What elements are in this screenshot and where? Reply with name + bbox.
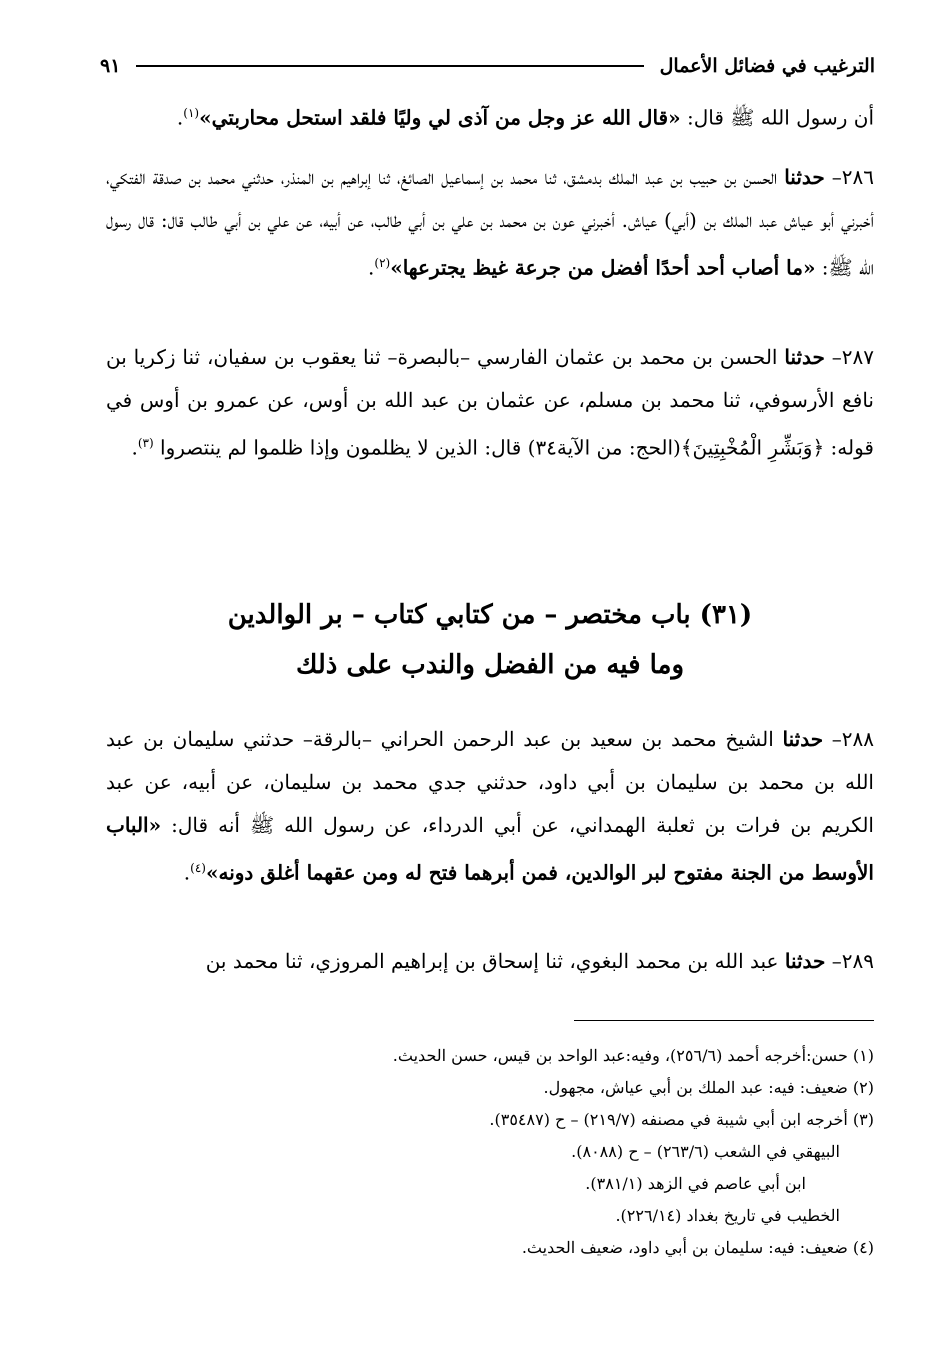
footnote-4: (٤) ضعيف: فيه: سليمان بن أبي داود، ضعيف الحديث. [521,1238,874,1257]
paragraph-end: . [183,860,191,885]
hadith-lead: حدثنا [784,949,826,973]
hadith-lead: حدثنا [784,165,825,189]
footnote-divider [574,1020,874,1021]
footnote-ref: (٤) [190,861,206,875]
paragraph-continuation [106,92,874,140]
hadith-text: الحسن بن محمد بن عثمان الفارسي –بالبصرة– ثنا يعقوب بن سفيان، ثنا زكريا بن نافع الأرسوفي، ثنا محمد بن مسلم، عن عثمان بن عبد الله بن أوس، عن عمرو بن أوس في قوله: ﴿وَبَشِّرِ الْمُخْبِتِينَ﴾(الحج: من الآية٣٤) قال: الذين لا يظلمون وإذا ظلموا لم ينتصروا [106,345,874,460]
footnote-1: (١) حسن:أخرجه أحمد (٢٥٦/٦)، وفيه:عبد الواحد بن قيس، حسن الحديث. [392,1046,874,1065]
footnote-3-cont: البيهقي في الشعب (٢٦٣/٦) – ح (٨٠٨٨). [571,1142,840,1161]
footnotes [106,1040,874,1264]
paragraph-end: . [131,435,138,460]
footnote-3: (٣) أخرجه ابن أبي شيبة في مصنفه (٢١٩/٧) – ح (٣٥٤٨٧). [489,1110,874,1129]
footnote-3-cont: ابن أبي عاصم في الزهد (٣٨١/١). [585,1174,806,1193]
header-rule [136,65,643,67]
footnote-ref: (٢) [374,256,391,270]
chapter-title-line2: وما فيه من الفضل والندب على ذلك [295,650,685,680]
running-header [100,46,875,86]
hadith-quote: «قال الله عز وجل من آذى لي وليًا فلقد استحل محاربتي» [199,105,681,130]
hadith-number: ٢٨٩– [825,949,874,973]
footnote-3-cont: الخطيب في تاريخ بغداد (٢٢٦/١٤). [615,1206,840,1225]
paragraph-end: . [176,105,184,130]
footnote-2: (٢) ضعيف: فيه: عبد الملك بن أبي عياش، مجهول. [543,1078,874,1097]
chapter-title-line1: (٣١) باب مختصر – من كتابي كتاب – بر الوالدين [227,600,753,630]
hadith-286 [106,156,874,290]
paragraph-text: أن رسول الله ﷺ قال: [680,105,874,130]
hadith-number: ٢٨٦– [824,165,875,189]
chapter-heading [106,590,874,690]
footnote-ref: (٣) [137,436,154,450]
hadith-quote: «ما أصاب أحد أحدًا أفضل من جرعة غيظ يجترعها» [390,255,816,280]
paragraph-end: . [368,255,375,280]
hadith-text: عبد الله بن محمد البغوي، ثنا إسحاق بن إبراهيم المروزي، ثنا محمد بن [205,949,785,973]
header-title: الترغيب في فضائل الأعمال [659,55,875,77]
hadith-text: الحسن بن حبيب بن عبد الملك بدمشق، ثنا محمد بن إسماعيل الصائغ، ثنا إبراهيم بن المنذر، حدثني محمد بن صدقة الفتكي، أخبرني أبو عياش عبد الملك بن (أبي) عياش. أخبرني عون بن محمد بن علي بن أبي طالب، عن أبيه، عن علي بن أبي طالب قال: قال رسول الله ﷺ: [106,165,874,280]
hadith-287 [106,336,874,470]
hadith-288 [106,718,874,895]
hadith-number: ٢٨٧– [824,345,875,369]
footnote-ref: (١) [183,106,200,120]
hadith-lead: حدثنا [782,727,824,751]
hadith-lead: حدثنا [784,345,825,369]
hadith-number: ٢٨٨– [823,727,875,751]
hadith-quote: «الباب الأوسط من الجنة مفتوح لبر الوالدين، فمن أبرهما فتح له ومن عقهما أغلق دونه» [106,813,874,885]
hadith-text: الشيخ محمد بن سعيد بن عبد الرحمن الحراني –بالرقة– حدثني سليمان بن عبد الله بن محمد بن سليمان بن أبي داود، حدثني جدي محمد بن سليمان، عن أبيه، عن عبد الكريم بن فرات بن ثعلبة الهمداني، عن أبي الدرداء، عن رسول الله ﷺ أنه قال: [106,727,874,837]
page-number: ٩١ [100,55,121,77]
hadith-289 [106,940,874,983]
